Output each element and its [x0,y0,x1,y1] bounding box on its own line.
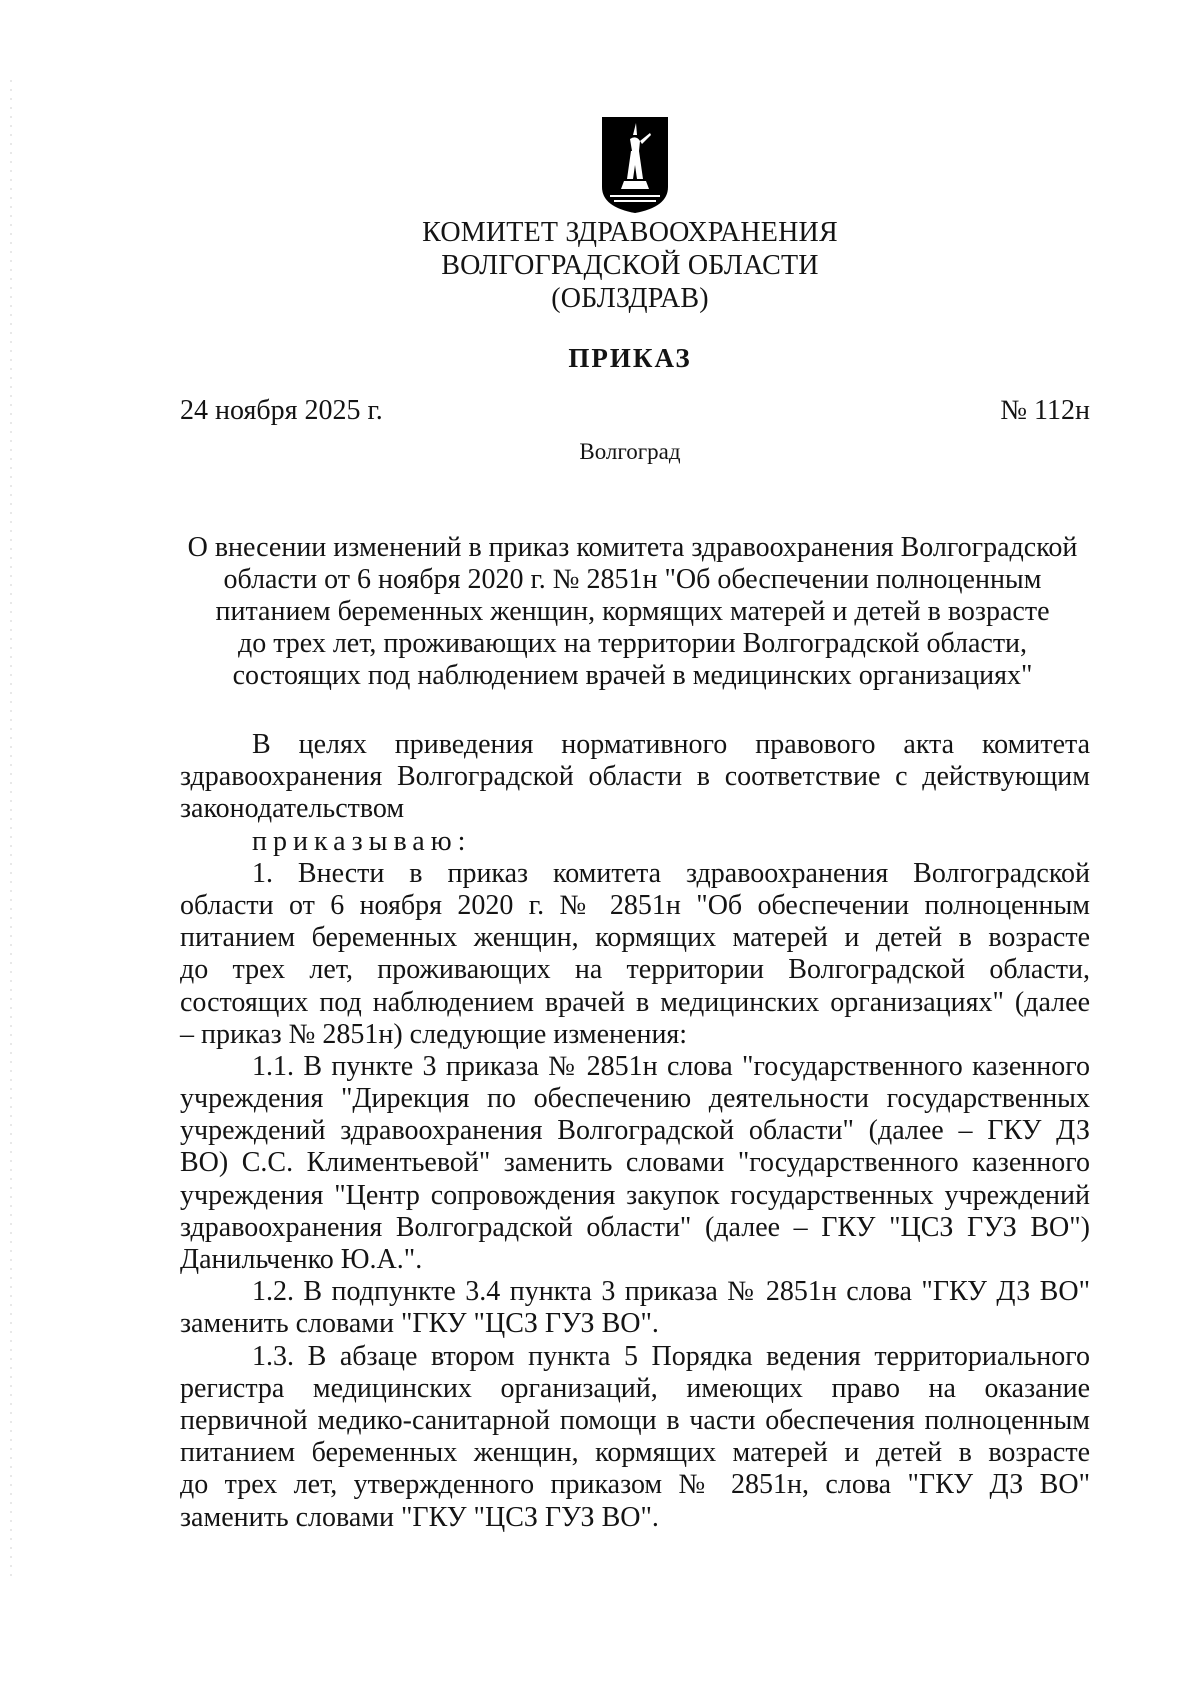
document-date: 24 ноября 2025 г. [180,395,383,426]
item-1-1-line: Данильченко Ю.А.". [180,1244,423,1275]
item-1-3-line: до трех лет, утвержденного приказом № 2851н, слова "ГКУ ДЗ ВО" [180,1469,1090,1501]
document-type-title: ПРИКАЗ [568,343,692,373]
subject-line: состоящих под наблюдением врачей в медицинских организациях" [232,660,1033,691]
document-number: № 112н [1000,395,1090,426]
item-1-1-line: 1.1. В пункте 3 приказа № 2851н слова "государственного казенного [252,1050,1090,1082]
preamble-line: законодательством [180,793,405,825]
item-1-3-line: 1.3. В абзаце втором пункта 5 Порядка ведения территориального [252,1340,1090,1372]
item-1-1-line: ВО) С.С. Климентьевой" заменить словами "государственного казенного [180,1147,1090,1179]
document-body [180,729,1090,1534]
document-meta-row [180,395,1090,431]
item-1-line: питанием беременных женщин, кормящих матерей и детей в возрасте [180,922,1090,954]
org-line-3: (ОБЛЗДРАВ) [551,283,709,314]
organization-name [380,216,880,315]
subject-line: питанием беременных женщин, кормящих матерей и детей в возрасте [215,596,1050,627]
item-1-1-line: учреждений здравоохранения Волгоградской области" (далее – ГКУ ДЗ [180,1115,1090,1147]
org-line-2: ВОЛГОГРАДСКОЙ ОБЛАСТИ [441,250,819,281]
item-1-1-line: учреждения "Центр сопровождения закупок государственных учреждений [180,1179,1090,1211]
subject-line: области от 6 ноября 2020 г. № 2851н "Об обеспечении полноценным [223,564,1042,595]
document-city: Волгоград [579,439,681,464]
item-1-2-line: 1.2. В подпункте 3.4 пункта 3 приказа № 2851н слова "ГКУ ДЗ ВО" [252,1276,1090,1308]
item-1-line: области от 6 ноября 2020 г. № 2851н "Об обеспечении полноценным [180,889,1090,921]
item-1-line: состоящих под наблюдением врачей в медицинских организациях" (далее [180,986,1090,1018]
item-1-3-line: заменить словами "ГКУ "ЦСЗ ГУЗ ВО". [180,1501,659,1533]
volgograd-coat-of-arms-icon [600,115,670,215]
item-1-line: до трех лет, проживающих на территории Волгоградской области, [180,954,1090,986]
org-line-1: КОМИТЕТ ЗДРАВООХРАНЕНИЯ [422,217,838,248]
subject-line: до трех лет, проживающих на территории Волгоградской области, [237,628,1028,659]
scan-margin-artifact [10,80,12,1580]
item-1-1-line: учреждения "Дирекция по обеспечению деятельности государственных [180,1083,1090,1115]
item-1-3-line: первичной медико-санитарной помощи в части обеспечения полноценным [180,1404,1090,1436]
item-1-1-line: здравоохранения Волгоградской области" (далее – ГКУ "ЦСЗ ГУЗ ВО") [180,1211,1090,1243]
item-1-3-line: регистра медицинских организаций, имеющих право на оказание [180,1372,1090,1404]
item-1-line: 1. Внести в приказ комитета здравоохранения Волгоградской [252,857,1090,889]
subject-line: О внесении изменений в приказ комитета здравоохранения Волгоградской [187,532,1078,563]
order-word: приказываю: [252,825,472,857]
item-1-2-line: заменить словами "ГКУ "ЦСЗ ГУЗ ВО". [180,1308,659,1340]
preamble-line: здравоохранения Волгоградской области в соответствие с действующим [180,761,1090,793]
item-1-3-line: питанием беременных женщин, кормящих матерей и детей в возрасте [180,1437,1090,1469]
preamble-line: В целях приведения нормативного правового акта комитета [252,729,1090,760]
item-1-line: – приказ № 2851н) следующие изменения: [180,1018,688,1050]
document-subject [170,532,1095,692]
